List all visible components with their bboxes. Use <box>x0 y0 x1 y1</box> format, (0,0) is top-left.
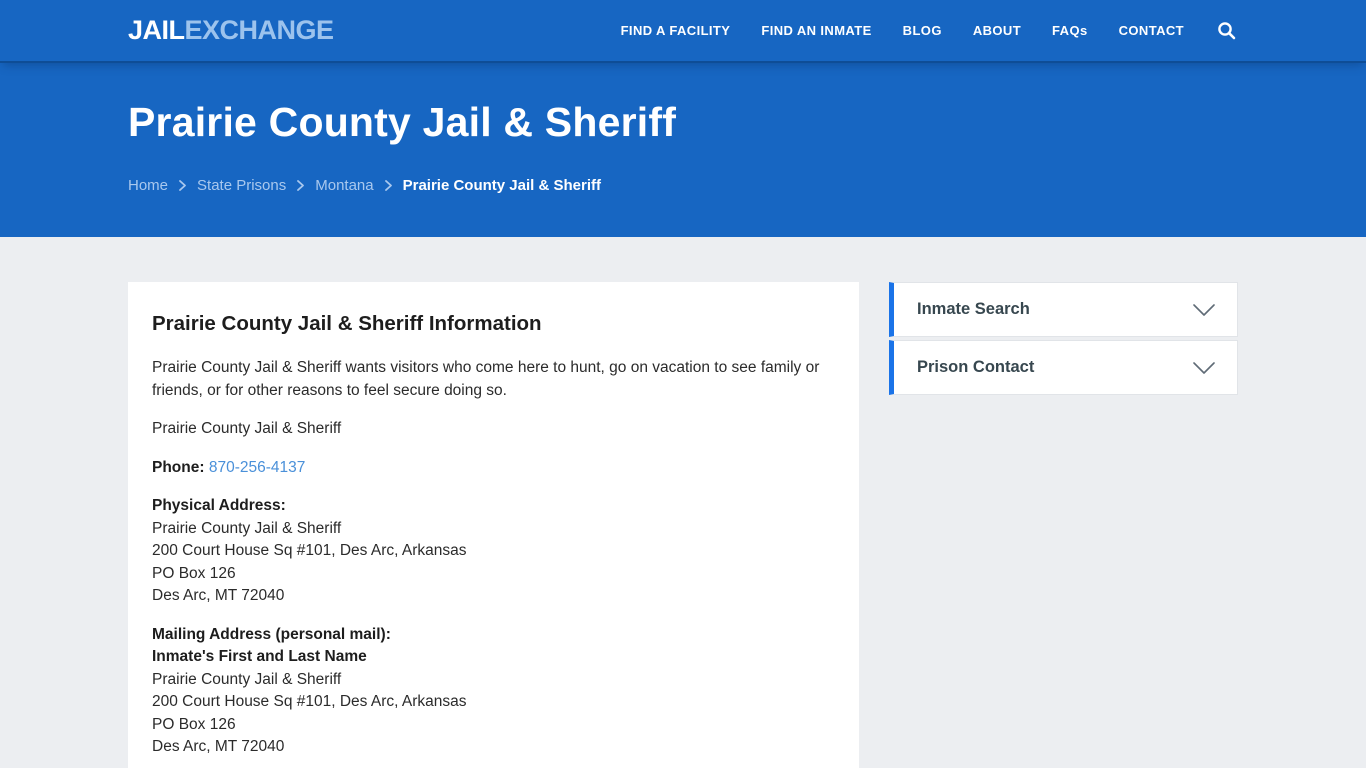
nav-item-find-a-facility[interactable]: FIND A FACILITY <box>620 23 731 38</box>
prison-contact-label: Prison Contact <box>917 358 1035 376</box>
sidebar <box>889 282 1238 398</box>
chevron-down-icon <box>1193 304 1215 316</box>
search-icon[interactable] <box>1215 19 1238 42</box>
mailing-address-line: Prairie County Jail & Sheriff <box>152 670 342 688</box>
chevron-right-icon <box>297 180 304 191</box>
physical-address-line: Des Arc, MT 72040 <box>152 587 285 604</box>
phone-label: Phone: <box>152 458 205 476</box>
nav-item-blog[interactable]: BLOG <box>902 23 942 38</box>
inmate-search-accordion[interactable] <box>889 282 1238 337</box>
site-logo[interactable] <box>128 15 334 46</box>
logo-text-primary: JAIL <box>128 15 185 45</box>
top-navbar <box>0 0 1366 61</box>
chevron-right-icon <box>385 180 392 191</box>
breadcrumb-state-prisons[interactable]: State Prisons <box>197 177 287 194</box>
phone-line <box>152 457 835 480</box>
mailing-address-line: PO Box 126 <box>152 715 236 733</box>
page-title: Prairie County Jail & Sheriff <box>128 99 677 145</box>
mailing-address-recipient: Inmate's First and Last Name <box>152 648 367 665</box>
nav-item-faqs[interactable]: FAQs <box>1052 23 1088 38</box>
physical-address-line: Prairie County Jail & Sheriff <box>152 519 342 537</box>
breadcrumb-montana[interactable]: Montana <box>315 177 374 194</box>
mailing-address-block <box>152 624 835 759</box>
inmate-search-label: Inmate Search <box>917 300 1030 318</box>
physical-address-line: 200 Court House Sq #101, Des Arc, Arkansas <box>152 542 467 559</box>
physical-address-block <box>152 495 835 608</box>
nav-item-find-an-inmate[interactable]: FIND AN INMATE <box>761 23 872 38</box>
main-nav <box>621 19 1238 42</box>
facility-info-heading: Prairie County Jail & Sheriff Information <box>152 312 542 335</box>
breadcrumb-home[interactable]: Home <box>128 177 169 194</box>
physical-address-label: Physical Address: <box>152 497 286 514</box>
nav-item-about[interactable]: ABOUT <box>972 23 1022 38</box>
chevron-down-icon <box>1193 362 1215 374</box>
mailing-address-label: Mailing Address (personal mail): <box>152 625 391 643</box>
facility-info-card <box>128 282 859 768</box>
mailing-address-line: Des Arc, MT 72040 <box>152 738 285 755</box>
hero-band <box>0 61 1366 237</box>
main-content-row <box>128 237 1238 768</box>
facility-name-line: Prairie County Jail & Sheriff <box>152 420 342 437</box>
logo-text-secondary: EXCHANGE <box>184 15 334 45</box>
breadcrumb-current-page: Prairie County Jail & Sheriff <box>402 177 601 194</box>
mailing-address-line: 200 Court House Sq #101, Des Arc, Arkansas <box>152 693 467 710</box>
phone-number-link[interactable]: 870-256-4137 <box>208 458 306 476</box>
breadcrumb <box>128 177 1238 194</box>
prison-contact-accordion[interactable] <box>889 340 1238 395</box>
nav-item-contact[interactable]: CONTACT <box>1118 23 1184 38</box>
facility-intro-paragraph: Prairie County Jail & Sheriff wants visitors who come here to hunt, go on vacation to see family or friends, or for other reasons to feel secure doing so. <box>152 359 820 399</box>
chevron-right-icon <box>179 180 186 191</box>
physical-address-line: PO Box 126 <box>152 564 236 582</box>
